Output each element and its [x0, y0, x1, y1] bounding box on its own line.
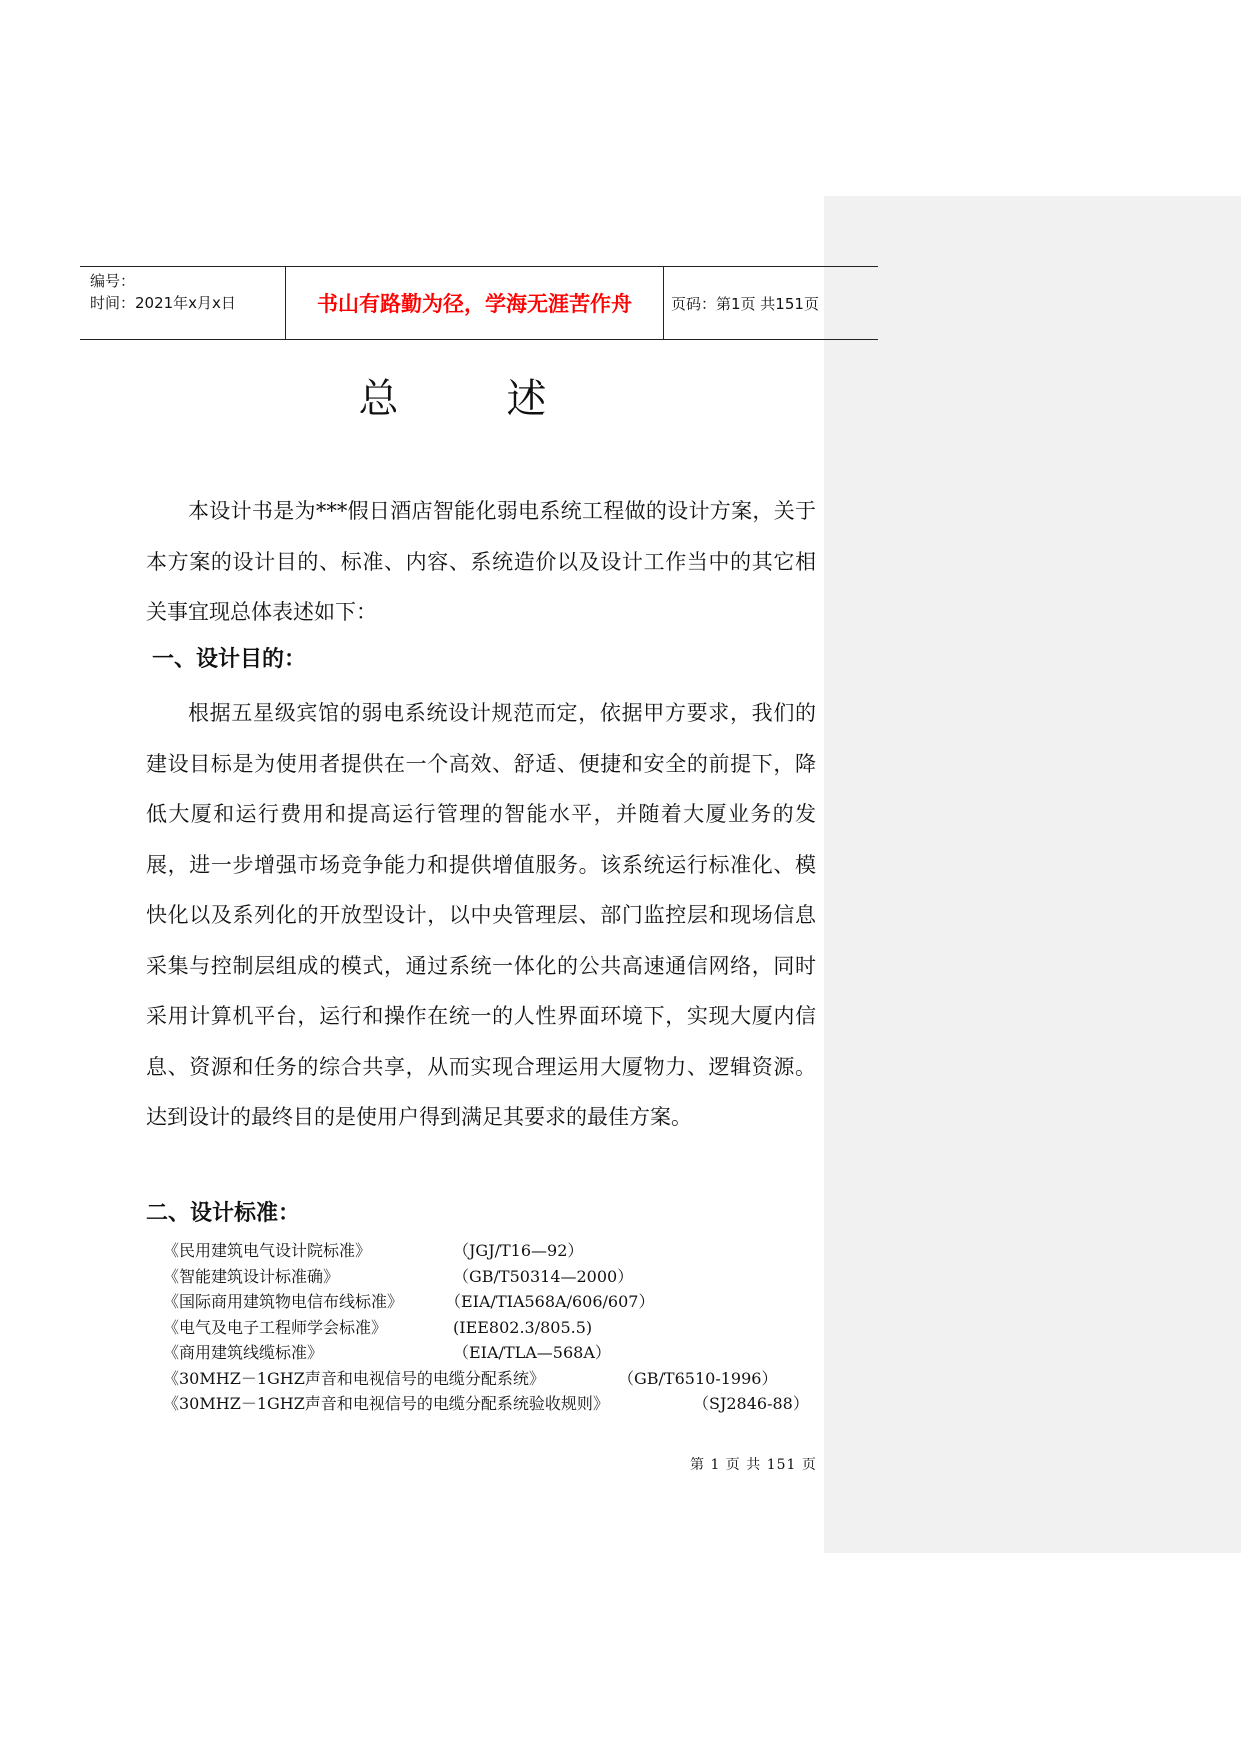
standard-item: [163, 1391, 823, 1417]
title-char-1: 总: [358, 376, 399, 422]
page-title: [0, 372, 905, 426]
time-label: 时间：2021年x月x日: [90, 294, 236, 312]
header-motto: 书山有路勤为径，学海无涯苦作舟: [285, 267, 664, 339]
standard-code: （EIA/TLA—568A）: [453, 1343, 611, 1362]
section-heading-purpose: 一、设计目的：: [152, 647, 307, 672]
section-heading-standards: 二、设计标准：: [146, 1201, 301, 1226]
standard-item: [163, 1289, 823, 1315]
number-label: 编号：: [90, 272, 136, 290]
standard-item: [163, 1315, 823, 1341]
standard-item: [163, 1340, 823, 1366]
standard-code: （GB/T50314—2000）: [453, 1266, 634, 1286]
standard-name: 《电气及电子工程师学会标准》: [163, 1317, 388, 1337]
document-header: [80, 266, 878, 340]
standard-item: [163, 1238, 823, 1264]
standard-code: (IEE802.3/805.5): [453, 1317, 593, 1337]
standard-name: 《30MHZ－1GHZ声音和电视信号的电缆分配系统验收规则》: [163, 1394, 609, 1413]
header-meta: [80, 267, 285, 339]
page-footer: 第 1 页 共 151 页: [690, 1457, 817, 1473]
standard-name: 《民用建筑电气设计院标准》: [163, 1241, 372, 1260]
standard-code: （SJ2846-88）: [693, 1394, 809, 1413]
standard-item: [163, 1366, 823, 1392]
standard-name: 《智能建筑设计标准确》: [163, 1266, 340, 1286]
header-page-info: 页码：第1页 共151页: [671, 294, 819, 313]
standard-name: 《30MHZ－1GHZ声音和电视信号的电缆分配系统》: [163, 1368, 545, 1388]
standard-code: （EIA/TIA568A/606/607）: [445, 1292, 655, 1311]
title-char-2: 述: [506, 376, 547, 422]
standards-list: [163, 1238, 823, 1417]
standard-name: 《商用建筑线缆标准》: [163, 1343, 324, 1362]
standard-code: （GB/T6510-1996）: [618, 1368, 778, 1388]
standard-name: 《国际商用建筑物电信布线标准》: [163, 1292, 404, 1311]
intro-paragraph: 本设计书是为***假日酒店智能化弱电系统工程做的设计方案，关于本方案的设计目的、标准、内容、系统造价以及设计工作当中的其它相关事宜现总体表述如下：: [146, 499, 816, 624]
purpose-paragraph: 根据五星级宾馆的弱电系统设计规范而定，依据甲方要求，我们的建设目标是为使用者提供在一个高效、舒适、便捷和安全的前提下，降低大厦和运行费用和提高运行管理的智能水平，并随着大厦业务的发展，进一步增强市场竞争能力和提供增值服务。该系统运行标准化、模快化以及系列化的开放型设计，以中央管理层、部门监控层和现场信息采集与控制层组成的模式，通过系统一体化的公共高速通信网络，同时采用计算机平台，运行和操作在统一的人性界面环境下，实现大厦内信息、资源和任务的综合共享，从而实现合理运用大厦物力、逻辑资源。达到设计的最终目的是使用户得到满足其要求的最佳方案。: [146, 701, 816, 1129]
standard-code: （JGJ/T16—92）: [453, 1241, 584, 1260]
standard-item: [163, 1264, 823, 1290]
